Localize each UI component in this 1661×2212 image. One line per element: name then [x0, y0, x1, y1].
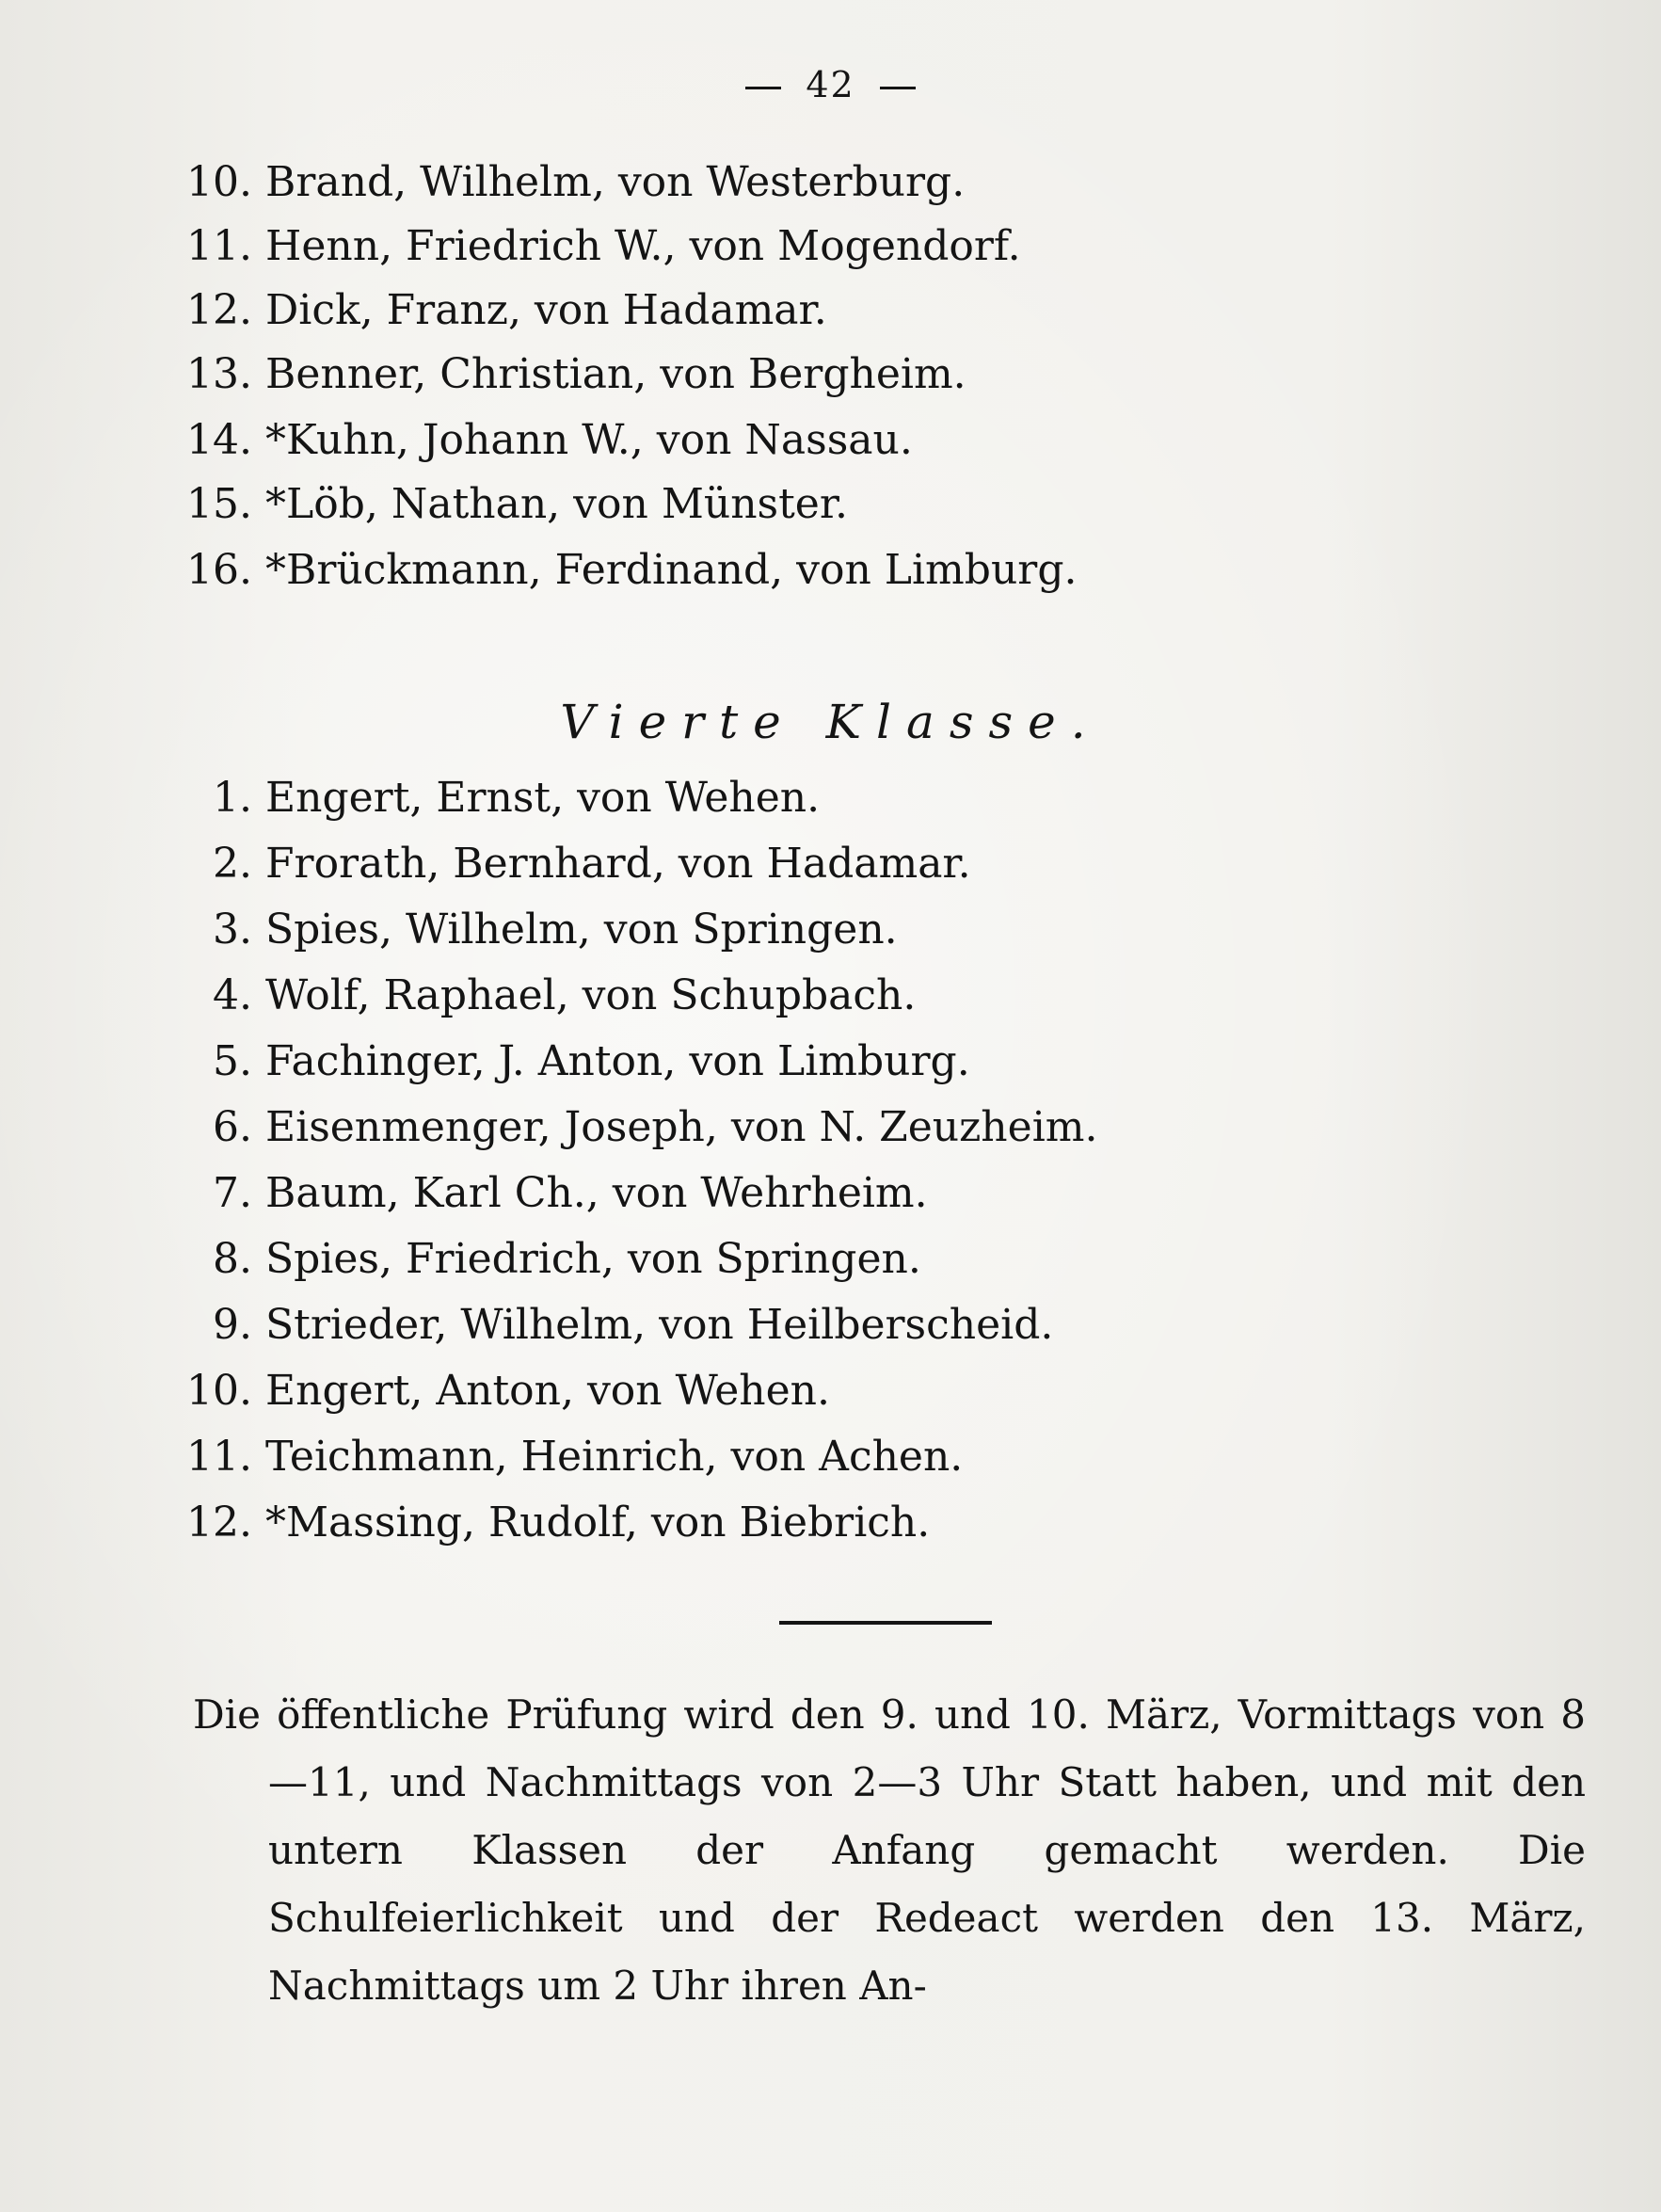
list-item-text: Fachinger, J. Anton, von Limburg. [265, 1037, 970, 1085]
list-item-number: 12. [186, 1499, 252, 1547]
list-item [186, 906, 898, 954]
list-item-number: 3. [213, 906, 252, 954]
page-number-dash-left [745, 87, 781, 89]
exam-announcement-paragraph: Die öffentliche Prüfung wird den 9. und 10. März, Vormittags von 8 —11, und Nachmittags von 2—3 Uhr Statt haben, und mit den untern Klassen der Anfang gemacht werden. Die Schulfeierlichkeit und der Redeact werden den 13. März, Nachmittags um 2 Uhr ihren An- [193, 1691, 1586, 2009]
list-item [186, 158, 966, 206]
list-item-number: 2. [213, 840, 252, 888]
list-item-number: 11. [186, 1433, 252, 1481]
list-item [186, 350, 966, 398]
list-item-text: Spies, Wilhelm, von Springen. [265, 906, 898, 954]
list-item-number: 7. [213, 1169, 252, 1217]
list-item-number: 4. [213, 971, 252, 1019]
list-item-number: 10. [186, 158, 252, 206]
list-item-text: Dick, Franz, von Hadamar. [265, 286, 827, 334]
list-item [186, 1169, 928, 1217]
list-item-number: 6. [213, 1103, 252, 1151]
list-item-text: Baum, Karl Ch., von Wehrheim. [265, 1169, 928, 1217]
list-item-text: *Löb, Nathan, von Münster. [265, 480, 849, 528]
list-item-text: Spies, Friedrich, von Springen. [265, 1235, 921, 1283]
list-item [186, 1433, 964, 1481]
section-heading: Vierte Klasse. [560, 695, 1101, 749]
list-item-text: Benner, Christian, von Bergheim. [265, 350, 966, 398]
list-item-number: 10. [186, 1367, 252, 1415]
list-item [186, 1367, 830, 1415]
list-item [186, 416, 913, 464]
list-item [186, 1301, 1054, 1349]
list-item [186, 1103, 1098, 1151]
list-item [186, 480, 849, 528]
list-item-text: Strieder, Wilhelm, von Heilberscheid. [265, 1301, 1054, 1349]
list-item [186, 1037, 970, 1085]
list-item [186, 222, 1021, 270]
list-item-text: Wolf, Raphael, von Schupbach. [265, 971, 917, 1019]
list-item [186, 971, 917, 1019]
list-item-text: Frorath, Bernhard, von Hadamar. [265, 840, 971, 888]
list-item-text: Teichmann, Heinrich, von Achen. [265, 1433, 964, 1481]
page-number-dash-right [880, 87, 916, 89]
list-item-text: Eisenmenger, Joseph, von N. Zeuzheim. [265, 1103, 1098, 1151]
list-item-text: *Kuhn, Johann W., von Nassau. [265, 416, 913, 464]
list-item-text: *Massing, Rudolf, von Biebrich. [265, 1499, 931, 1547]
list-item-number: 5. [213, 1037, 252, 1085]
list-item-number: 16. [186, 546, 252, 594]
list-item-number: 14. [186, 416, 252, 464]
list-item-text: Engert, Ernst, von Wehen. [265, 774, 821, 822]
section-divider-rule [779, 1621, 992, 1625]
list-item-number: 15. [186, 480, 252, 528]
list-item [186, 1235, 921, 1283]
list-item-text: Engert, Anton, von Wehen. [265, 1367, 830, 1415]
list-item [186, 1499, 931, 1547]
list-item-number: 8. [213, 1235, 252, 1283]
list-item-text: Brand, Wilhelm, von Westerburg. [265, 158, 966, 206]
list-item-number: 13. [186, 350, 252, 398]
list-item [186, 840, 971, 888]
list-item-number: 12. [186, 286, 252, 334]
page-number-value: 42 [806, 64, 855, 105]
list-item [186, 546, 1078, 594]
list-item-number: 1. [213, 774, 252, 822]
page-number [0, 64, 1661, 105]
list-item-number: 9. [213, 1301, 252, 1349]
list-item-text: Henn, Friedrich W., von Mogendorf. [265, 222, 1021, 270]
list-item [186, 774, 821, 822]
list-item-number: 11. [186, 222, 252, 270]
list-item-text: *Brückmann, Ferdinand, von Limburg. [265, 546, 1078, 594]
list-item [186, 286, 827, 334]
